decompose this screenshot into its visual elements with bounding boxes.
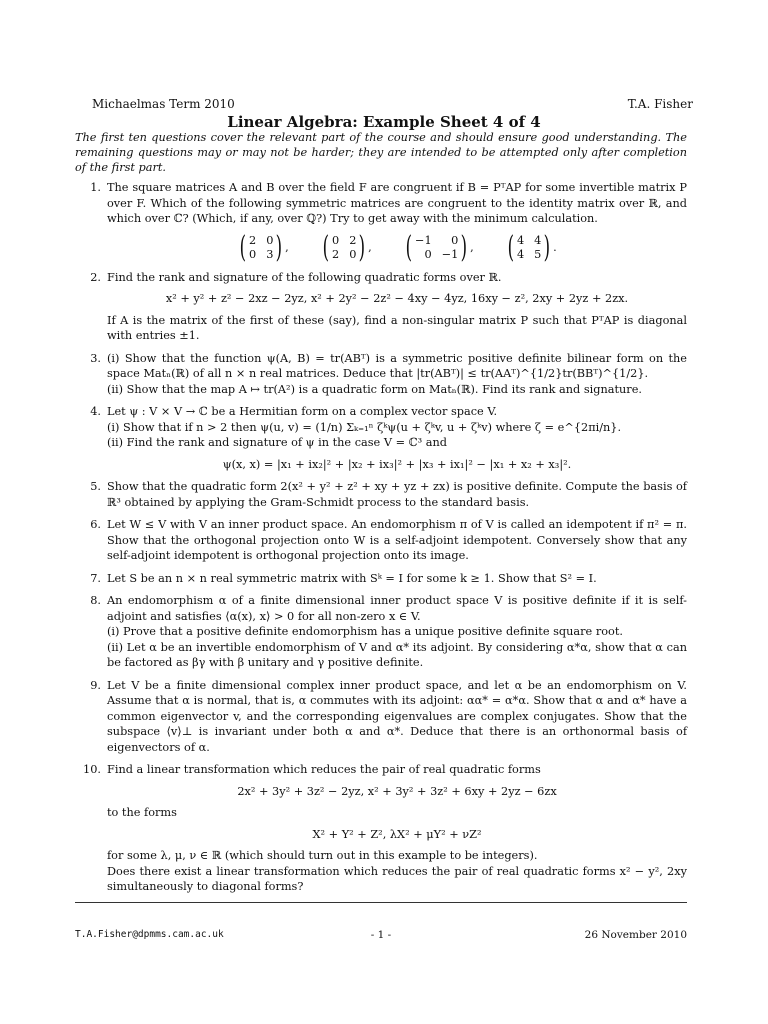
footer-divider	[75, 902, 687, 903]
question-text: Let ψ : V × V → ℂ be a Hermitian form on a complex vector space V.	[107, 405, 498, 418]
matrix-entry: 2	[332, 247, 340, 261]
question-number: 4.	[90, 405, 101, 418]
question-number: 10.	[83, 763, 101, 776]
matrix-entry: 2	[349, 233, 357, 247]
matrix-entry: 4	[516, 233, 525, 247]
question-6	[75, 517, 687, 564]
term-label: Michaelmas Term 2010	[92, 97, 235, 111]
author-email: T.A.Fisher@dpmms.cam.ac.uk	[75, 929, 224, 940]
question-3	[75, 351, 687, 398]
quadratic-forms-pair: 2x² + 3y² + 3z² − 2yz, x² + 3y² + 3z² + 6xy + 2yz − 6zx	[237, 784, 557, 798]
question-text: Let W ≤ V with V an inner product space. An endomorphism π of V is called an idempotent if π² = π. Show that the orthogonal projection onto W is a self-adjoint idempotent. Conversely show that any self-adjoint idempotent is orthogonal projection onto its image.	[107, 518, 687, 562]
question-part-ii: (ii) Find the rank and signature of ψ in the case V = ℂ³ and	[107, 436, 447, 449]
question-1	[75, 180, 687, 263]
question-text: An endomorphism α of a finite dimensional inner product space V is positive definite if it is self-adjoint and satisfies ⟨α(x), x⟩ > 0 for all non-zero x ∈ V.	[107, 594, 687, 623]
question-list	[75, 180, 687, 902]
matrix-entry: −1	[415, 233, 432, 247]
question-part-i: (i) Show that if n > 2 then ψ(u, v) = (1/n) Σₖ₌₁ⁿ ζᵏψ(u + ζᵏv, u + ζᵏv) where ζ = e^{2πi/n}.	[107, 420, 622, 434]
question-number: 6.	[90, 518, 101, 531]
question-number: 8.	[90, 594, 101, 607]
matrix-entry: 0	[349, 247, 357, 261]
question-number: 5.	[90, 480, 101, 493]
matrix-entry: 0	[249, 247, 257, 261]
matrix-entry: 3	[266, 247, 274, 261]
question-number: 7.	[90, 571, 101, 585]
question-part-i: (i) Show that the function ψ(A, B) = tr(ABᵀ) is a symmetric positive definite bilinear form on the space Matₙ(ℝ) of all n × n real matrices. Deduce that |tr(ABᵀ)| ≤ tr(AAᵀ)^{1/2}tr(BBᵀ)^{1/2}.	[107, 351, 687, 380]
question-text-continued: to the forms	[107, 806, 177, 819]
quadratic-forms: x² + y² + z² − 2xz − 2yz, x² + 2y² − 2z² − 4xy − 4yz, 16xy − z², 2xy + 2yz + 2zx.	[165, 292, 629, 305]
question-10	[75, 762, 687, 895]
matrix-entry: 4	[516, 247, 525, 261]
question-5	[75, 479, 687, 510]
question-number: 9.	[90, 678, 101, 692]
matrix-row	[107, 229, 687, 265]
question-part-i: (i) Prove that a positive definite endomorphism has a unique positive definite square root.	[107, 625, 623, 638]
target-forms: X² + Y² + Z², λX² + μY² + νZ²	[312, 827, 482, 841]
footer-date: 26 November 2010	[584, 929, 687, 941]
matrix-entry: 0	[332, 233, 340, 247]
matrix-3: ( −1 0 0 −1 ) ,	[405, 229, 474, 265]
question-text: Find a linear transformation which reduces the pair of real quadratic forms	[107, 763, 541, 776]
matrix-entry: 5	[534, 247, 542, 261]
matrix-4: ( 4 4 4 5 ) .	[507, 229, 557, 265]
question-part-ii: (ii) Show that the map A ↦ tr(A²) is a quadratic form on Matₙ(ℝ). Find its rank and signature.	[107, 382, 642, 396]
matrix-1: ( 2 0 0 3 ) ,	[239, 229, 289, 265]
question-9	[75, 678, 687, 756]
question-text: Let S be an n × n real symmetric matrix with Sᵏ = I for some k ≥ 1. Show that S² = I.	[107, 571, 597, 585]
question-text-continued: If A is the matrix of the first of these (say), find a non-singular matrix P such that PᵀAP is diagonal with entries ±1.	[107, 313, 687, 342]
matrix-entry: 0	[451, 233, 459, 247]
question-text: Find the rank and signature of the following quadratic forms over ℝ.	[107, 270, 502, 284]
question-number: 2.	[90, 270, 101, 284]
matrix-entry: 0	[424, 247, 432, 261]
question-2	[75, 270, 687, 344]
hermitian-formula: ψ(x, x) = |x₁ + ix₂|² + |x₂ + ix₃|² + |x₃ + ix₁|² − |x₁ + x₂ + x₃|².	[222, 457, 572, 471]
question-part-ii: (ii) Let α be an invertible endomorphism of V and α* its adjoint. By considering α*α, show that α can be factored as βγ with β unitary and γ positive definite.	[107, 640, 687, 669]
intro-paragraph: The first ten questions cover the relevant part of the course and should ensure good understanding. The remaining questions may or may not be harder; they are intended to be attempted only after completion of the first part.	[75, 131, 687, 174]
sheet-title: Linear Algebra: Example Sheet 4 of 4	[227, 113, 541, 131]
question-text: The square matrices A and B over the field F are congruent if B = PᵀAP for some invertible matrix P over F. Which of the following symmetric matrices are congruent to the identity matrix over ℝ, and which over ℂ? (Which, if any, over ℚ?) Try to get away with the minimum calculation.	[107, 181, 687, 225]
question-number: 3.	[90, 351, 101, 365]
question-8	[75, 593, 687, 671]
matrix-entry: −1	[441, 247, 459, 261]
page-number: - 1 -	[370, 929, 392, 941]
matrix-entry: 4	[534, 233, 542, 247]
question-text: Let V be a finite dimensional complex inner product space, and let α be an endomorphism on V. Assume that α is normal, that is, α commutes with its adjoint: αα* = α*α. Show that α and α* have a common eigenvector v, and the corresponding eigenvalues are complex conjugates. Show that the subspace ⟨v⟩⊥ is invariant under both α and α*. Deduce that there is an orthonormal basis of eigenvectors of α.	[107, 678, 687, 754]
question-text-continued: for some λ, μ, ν ∈ ℝ (which should turn out in this example to be integers).	[107, 849, 538, 862]
question-number: 1.	[90, 181, 101, 194]
question-text: Show that the quadratic form 2(x² + y² + z² + xy + yz + zx) is positive definite. Compute the basis of ℝ³ obtained by applying the Gram-Schmidt process to the standard basis.	[107, 480, 687, 509]
question-text-continued: Does there exist a linear transformation which reduces the pair of real quadratic forms x² − y², 2xy simultaneously to diagonal forms?	[107, 864, 687, 893]
question-4	[75, 404, 687, 472]
author-label: T.A. Fisher	[627, 97, 693, 111]
matrix-entry: 2	[249, 233, 257, 247]
question-7	[75, 571, 687, 587]
matrix-2: ( 0 2 2 0 ) ,	[322, 229, 372, 265]
matrix-entry: 0	[266, 233, 274, 247]
